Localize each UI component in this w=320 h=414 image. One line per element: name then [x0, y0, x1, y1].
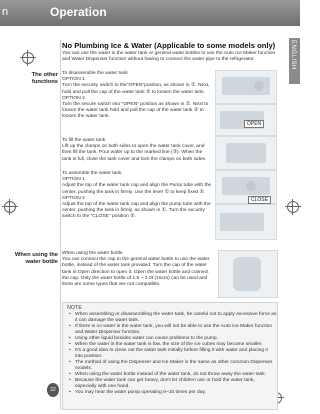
header-title: Operation: [50, 5, 107, 19]
fill-text: To fill the water tank Lift up the clamps on both sides to open the water tank cover, and then fill the tank. Pour water up to the marked line (③). When the tank is full, close the tank cover and lock the clamps on both sides.: [62, 138, 207, 162]
open-callout: OPEN: [244, 120, 264, 128]
column-divider: [60, 40, 61, 410]
registration-mark-icon: [4, 201, 16, 213]
note-title: NOTE: [67, 305, 82, 311]
registration-mark-icon: [287, 201, 299, 213]
page-number: 32: [47, 383, 59, 397]
note-box: [62, 302, 278, 410]
section-intro: You can use the water in the water tank or general water bottles to use the Auto Ice Maker function and Water Dispenser function without having to connect the water pipe to the refrigerator.: [62, 51, 276, 63]
page-header: [0, 0, 300, 26]
tank-illustration-fill: [215, 136, 277, 170]
note-item: • When the water in the water tank is low, the size of the ice cubes may become smaller.: [71, 342, 277, 348]
bottle-text: When using the water bottle You can connect the cap to the general water bottle to use the water bottle, instead of the water tank provided. Turn the cap of the water tank in Open direction to open it. Open the water bottle and connect the cap. Only the water bottle of 1.5 ~ 2.0ℓ (15cm) can be used and there are some types that are not compatible.: [62, 251, 210, 288]
label-water-bottle: When using the water bottle: [14, 252, 58, 265]
disassemble-text: To disassemble the water tank OPTION 1 Turn the security switch to the"OPEN"position, as shown in ①. Next, hold and pull the cap of the water tank ② to loosen the water tank. OPTION 2 Turn the secure switch into "OPEN" position as shown in ①. Next to loosen the water tank hold and pull the cap of the water tank ② to loosen the water tank.: [62, 71, 210, 120]
note-item: • Using other liquid besides water can cause problems to the pump.: [71, 336, 277, 342]
note-item: • If there is no water in the water tank, you will not be able to use the Auto Ice Maker function and Water Dispenser function.: [71, 324, 277, 336]
note-item: • When using the water bottle instead of the water tank, do not throw away the water tank.: [71, 372, 277, 378]
header-prev-section: n: [2, 6, 9, 18]
section-title: No Plumbing Ice & Water (Applicable to some models only): [62, 41, 276, 50]
note-item: • It's a good idea to clean out the water tank initially before filling it with water and placing it into position.: [71, 348, 277, 360]
note-item: • Because the water tank can get heavy, don't let children use or hold the water tank, especially with one hand.: [71, 378, 277, 390]
note-item: • When assembling or disassembling the water tank, be careful not to apply excessive force as it can damage the water tank.: [71, 312, 277, 324]
registration-mark-icon: [22, 52, 34, 64]
language-tab: [289, 38, 300, 84]
assemble-text: To assemble the water tank OPTION 1 Adjust the top of the water tank cap and align the Pump tube with the center, pushing the tank in firmly. Use the lever ① to keep fixed ②. OPTION 2 Adjust the top of the water tank cap and align the pump tube with the center, pushing the tank in firmly, as shown in ①. Turn the security switch to the "CLOSE" position ②.: [62, 171, 212, 220]
language-tab-label: ENGLISH: [290, 40, 296, 70]
tank-illustration-top: [215, 70, 277, 104]
note-item: • You may hear the water pump operating 9~10 times per day.: [71, 390, 277, 396]
bottle-illustration: [218, 250, 278, 298]
close-callout: CLOSE: [248, 196, 271, 204]
tank-illustration-close: [215, 204, 277, 240]
note-list: [65, 312, 277, 396]
label-other-functions: The other functions: [31, 72, 58, 85]
note-item: • The method of using the Dispenser and Ice Maker is the same as other common Dispenser models.: [71, 360, 277, 372]
